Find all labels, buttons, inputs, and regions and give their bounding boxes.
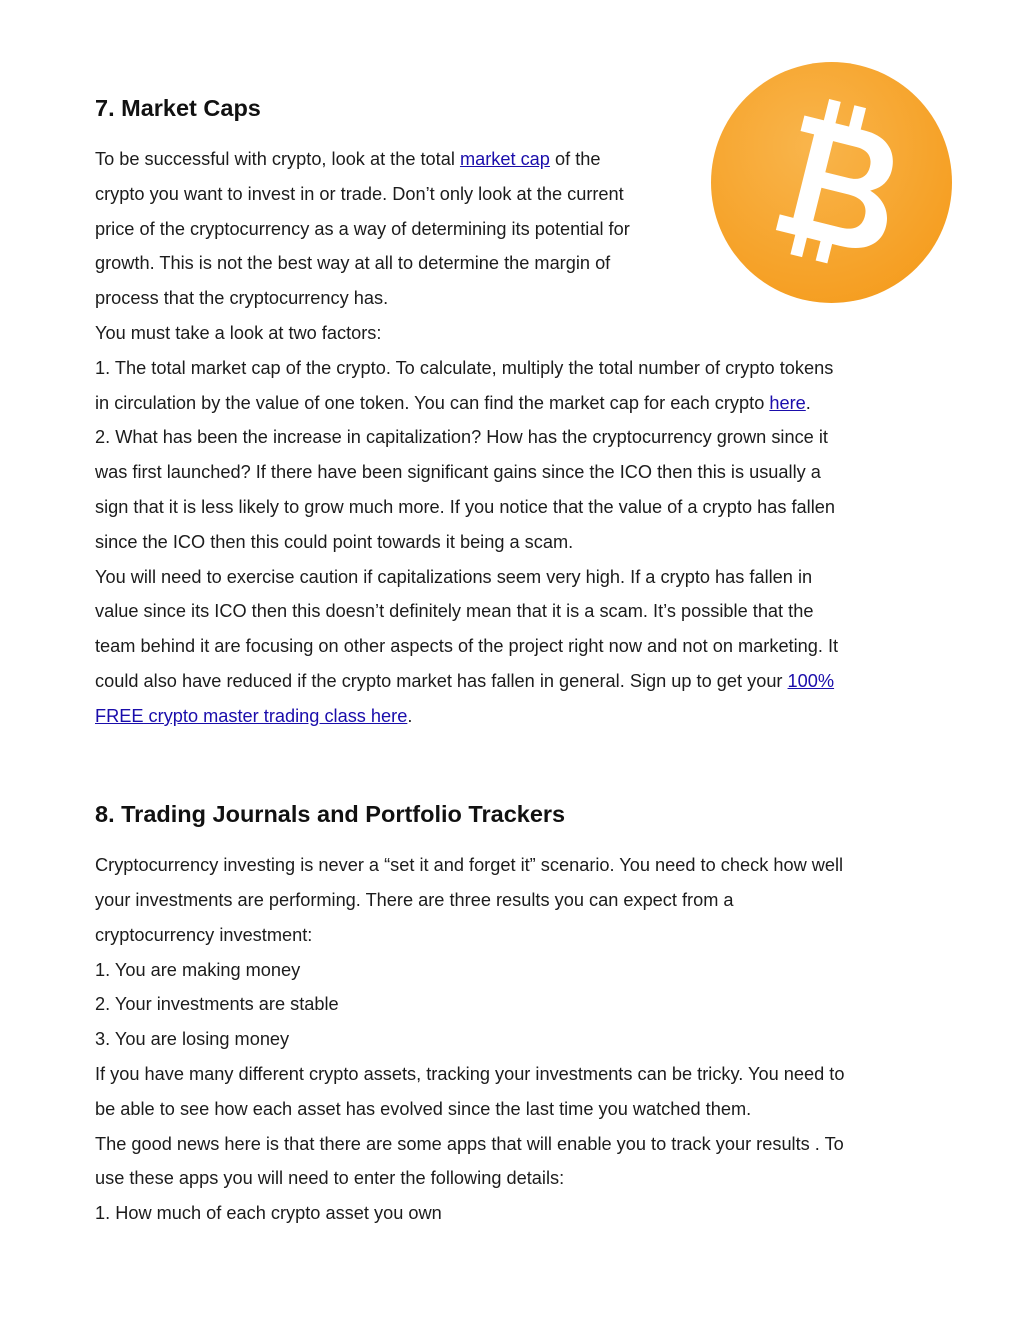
paragraph-line	[95, 148, 600, 170]
section-heading-market-caps: 7. Market Caps	[95, 95, 261, 121]
paragraph-line: You must take a look at two factors:	[95, 323, 382, 343]
market-cap-link[interactable]: market cap	[459, 149, 550, 169]
paragraph-line: team behind it are focusing on other aspects of the project right now and not on marketing. It	[95, 636, 839, 656]
paragraph-line: crypto you want to invest in or trade. Don’t only look at the current	[95, 184, 624, 204]
text-segment: in circulation by the value of one token. You can find the market cap for each crypto	[95, 393, 770, 413]
paragraph-line: was first launched? If there have been significant gains since the ICO then this is usually a	[95, 462, 821, 482]
paragraph-line: your investments are performing. There are three results you can expect from a	[95, 890, 734, 910]
list-item: 1. How much of each crypto asset you own	[95, 1203, 442, 1223]
paragraph-line	[95, 705, 412, 727]
text-segment: .	[407, 706, 413, 726]
paragraph-line: use these apps you will need to enter the following details:	[95, 1168, 565, 1188]
paragraph-line: price of the cryptocurrency as a way of determining its potential for	[95, 219, 630, 239]
paragraph-line: sign that it is less likely to grow much more. If you notice that the value of a crypto has fallen	[95, 497, 835, 517]
bitcoin-logo-icon	[711, 62, 952, 303]
market-cap-here-link[interactable]: here	[769, 393, 806, 413]
list-item: 3. You are losing money	[95, 1029, 290, 1049]
paragraph-line	[95, 392, 811, 414]
paragraph-line: You will need to exercise caution if capitalizations seem very high. If a crypto has fallen in	[95, 567, 813, 587]
paragraph-line: be able to see how each asset has evolved since the last time you watched them.	[95, 1099, 752, 1119]
text-segment: .	[805, 393, 811, 413]
list-item: 2. Your investments are stable	[95, 994, 339, 1014]
section-heading-trading-journals: 8. Trading Journals and Portfolio Trackers	[95, 801, 566, 827]
paragraph-line: 1. The total market cap of the crypto. To calculate, multiply the total number of crypto tokens	[95, 358, 834, 378]
paragraph-line: If you have many different crypto assets, tracking your investments can be tricky. You need to	[95, 1064, 845, 1084]
paragraph-line: process that the cryptocurrency has.	[95, 288, 389, 308]
paragraph-line: The good news here is that there are some apps that will enable you to track your results . To	[95, 1134, 844, 1154]
paragraph-line: value since its ICO then this doesn’t definitely mean that it is a scam. It’s possible that the	[95, 601, 814, 621]
paragraph-line: Cryptocurrency investing is never a “set it and forget it” scenario. You need to check how well	[95, 855, 844, 875]
trading-class-link[interactable]: 100%	[787, 671, 835, 691]
text-segment: To be successful with crypto, look at the total	[95, 149, 460, 169]
text-segment: of the	[549, 149, 601, 169]
paragraph-line: 2. What has been the increase in capitalization? How has the cryptocurrency grown since it	[95, 427, 828, 447]
trading-class-link-continued[interactable]: FREE crypto master trading class here	[95, 706, 408, 726]
paragraph-line: growth. This is not the best way at all to determine the margin of	[95, 253, 611, 273]
paragraph-line: cryptocurrency investment:	[95, 925, 313, 945]
paragraph-line: since the ICO then this could point towards it being a scam.	[95, 532, 574, 552]
text-segment: could also have reduced if the crypto market has fallen in general. Sign up to get your	[95, 671, 788, 691]
list-item: 1. You are making money	[95, 960, 301, 980]
paragraph-line	[95, 670, 834, 692]
